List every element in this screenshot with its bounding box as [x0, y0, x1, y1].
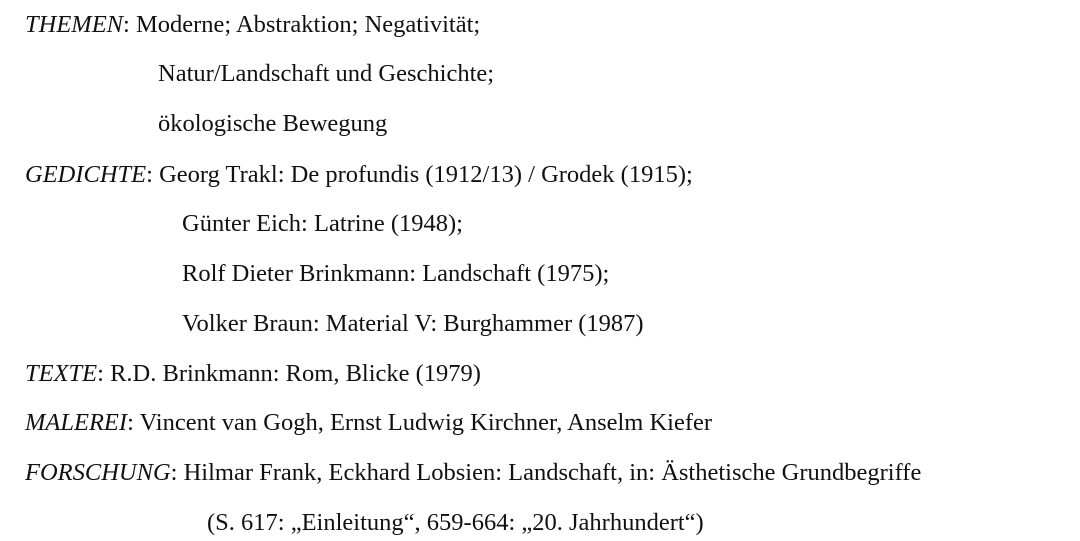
malerei-text: Vincent van Gogh, Ernst Ludwig Kirchner, Anselm Kiefer	[139, 409, 713, 436]
label-separator: :	[127, 409, 140, 436]
forschung-text: Hilmar Frank, Eckhard Lobsien: Landschaft, in: Ästhetische Grundbegriffe	[183, 459, 922, 486]
label-separator: :	[146, 161, 160, 188]
gedichte-label: GEDICHTE	[25, 161, 147, 188]
gedichte-line-3: Rolf Dieter Brinkmann: Landschaft (1975);	[182, 260, 610, 287]
texte-label: TEXTE	[25, 360, 98, 387]
label-separator: :	[170, 459, 184, 486]
malerei-label: MALEREI	[25, 409, 128, 436]
forschung-line-2: (S. 617: „Einleitung“, 659-664: „20. Jahrhundert“)	[207, 509, 704, 536]
themen-text: Moderne; Abstraktion; Negativität;	[135, 11, 481, 38]
gedichte-line-1	[25, 160, 693, 190]
texte-text: R.D. Brinkmann: Rom, Blicke (1979)	[110, 360, 481, 387]
label-separator: :	[97, 360, 111, 387]
malerei-line-1	[25, 408, 712, 438]
gedichte-line-4: Volker Braun: Material V: Burghammer (1987)	[182, 310, 644, 337]
themen-label: THEMEN	[25, 11, 123, 38]
label-separator: :	[123, 11, 136, 38]
gedichte-line-2: Günter Eich: Latrine (1948);	[182, 210, 463, 237]
themen-line-2: Natur/Landschaft und Geschichte;	[158, 60, 495, 87]
forschung-line-1	[25, 458, 921, 488]
forschung-label: FORSCHUNG	[25, 459, 171, 486]
themen-line-3: ökologische Bewegung	[158, 110, 388, 137]
themen-line-1	[25, 10, 480, 40]
texte-line-1	[25, 359, 481, 389]
gedichte-text: Georg Trakl: De profundis (1912/13) / Grodek (1915);	[159, 161, 693, 188]
